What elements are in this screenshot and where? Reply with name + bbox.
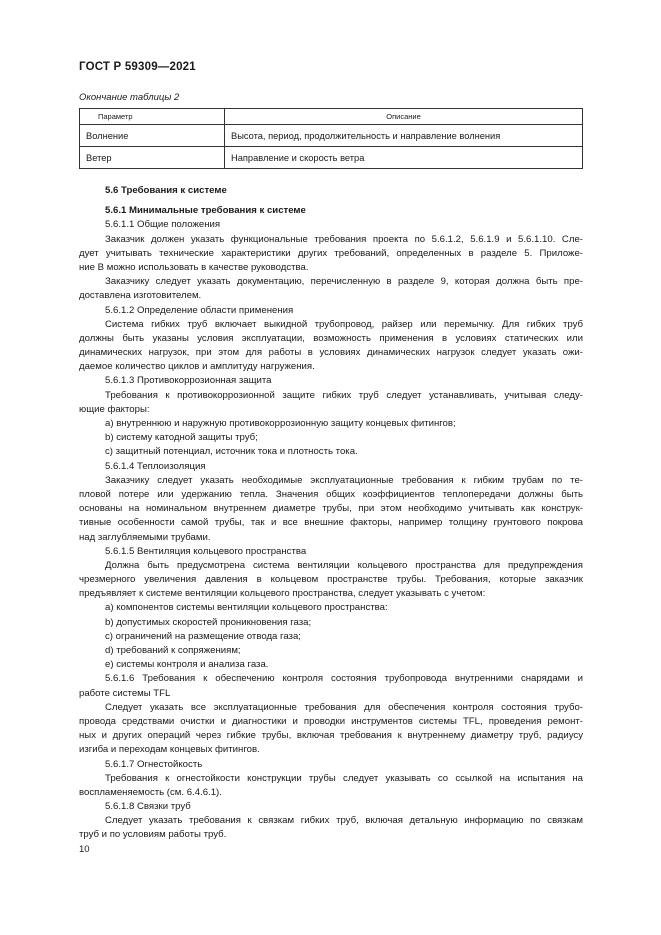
text-line: a) внутреннюю и наружную противокоррозионную защиту концевых фитингов; — [105, 418, 456, 429]
text-line: Требования к огнестойкости конструкции трубы следует указывать со ссылкой на испытания на — [105, 772, 583, 784]
text-line: Требования к противокоррозионной защите гибких труб следует устанавливать, учитывая следу- — [105, 389, 583, 401]
text-line: доставлена изготовителем. — [79, 290, 202, 302]
text-line: работе системы TFL — [79, 687, 171, 699]
text-line: a) компонентов системы вентиляции кольцевого пространства: — [105, 602, 388, 614]
text-line: ющие факторы: — [79, 403, 150, 415]
section-heading: 5.6.1 Минимальные требования к системе — [105, 205, 306, 217]
table-caption: Окончание таблицы 2 — [79, 92, 180, 103]
text-line: изгиба и переходам концевых фитингов. — [79, 744, 260, 756]
text-line: b) систему катодной защиты труб; — [105, 432, 258, 444]
column-header-description: Описание — [225, 109, 583, 125]
text-line: 5.6.1.2 Определение области применения — [105, 304, 294, 316]
table-header-row — [80, 109, 583, 125]
text-line: ние В можно использовать в качестве руководства. — [79, 261, 309, 273]
text-line: динамических нагрузок, при этом для работы в условиях динамических нагрузок следует указать ожи- — [79, 347, 583, 359]
text-line: воспламеняемость (см. 6.4.6.1). — [79, 786, 222, 798]
text-line: Заказчику следует указать документацию, перечисленную в разделе 9, которая должна быть пре- — [105, 276, 583, 288]
text-line: Следует указать все эксплуатационные требования для обеспечения контроля состояния трубо- — [105, 701, 583, 713]
text-line: c) защитный потенциал, источник тока и плотность тока. — [105, 446, 358, 458]
text-line: пловой потере или удержанию тепла. Значения общих коэффициентов теплопередачи должны быть — [79, 488, 583, 500]
text-line: чрезмерного увеличения давления в кольцевом пространстве трубы. Требования, которые заказчик — [79, 574, 583, 586]
text-line: даемое количество циклов и амплитуду нагружения. — [79, 361, 315, 373]
text-line: должны быть указаны условия эксплуатации, возможность применения в условиях статических или — [79, 332, 583, 344]
text-line: 5.6.1.6 Требования к обеспечению контроля состояния трубопровода внутренними снарядами и — [105, 673, 583, 685]
text-line: d) требований к сопряжениям; — [105, 645, 241, 656]
table-cell-description: Направление и скорость ветра — [225, 147, 583, 169]
text-line: e) системы контроля и анализа газа. — [105, 659, 269, 671]
parameters-table — [79, 108, 583, 169]
section-body — [79, 184, 583, 843]
text-line: Заказчик должен указать функциональные требования проекта по 5.6.1.2, 5.6.1.9 и 5.6.1.10. Сле- — [105, 233, 583, 245]
text-line: над заглубляемыми трубами. — [79, 531, 211, 543]
text-line: c) ограничений на размещение отвода газа; — [105, 630, 301, 642]
text-line: основаны на номинальном внутреннем диаметре трубы, при этом необходимо учитывать как конструк- — [79, 503, 583, 515]
text-line: 5.6.1.8 Связки труб — [105, 801, 191, 813]
text-line: предъявляет к системе вентиляции кольцевого пространства, следует указывать с учетом: — [79, 588, 486, 600]
document-id-header: ГОСТ Р 59309—2021 — [79, 61, 196, 73]
section-heading: 5.6 Требования к системе — [105, 185, 227, 196]
text-line: Система гибких труб включает выкидной трубопровод, райзер или перемычку. Для гибких труб — [105, 318, 583, 330]
text-line: тивные особенности самой трубы, так и все внешние факторы, например толщину грунтового покрова — [79, 517, 583, 529]
table-cell-parameter: Ветер — [80, 147, 225, 169]
text-line: Следует указать требования к связкам гибких труб, включая детальную информацию по связкам — [105, 815, 583, 827]
text-line: 5.6.1.3 Противокоррозионная защита — [105, 375, 272, 387]
text-line: труб и по условиям работы труб. — [79, 829, 227, 841]
table-cell-parameter: Волнение — [80, 125, 225, 147]
text-line: 5.6.1.4 Теплоизоляция — [105, 460, 206, 472]
text-line: дует учитывать технические характеристики других требований, определенных в разделе 5. Приложе- — [79, 247, 583, 259]
text-line: 5.6.1.7 Огнестойкость — [105, 758, 203, 770]
table-row — [80, 125, 583, 147]
text-line: ных и других операций через гибкие трубы, включая требования к внутреннему диаметру труб, радиусу — [79, 730, 583, 742]
text-line: 5.6.1.1 Общие положения — [105, 219, 221, 231]
table-cell-description: Высота, период, продолжительность и направление волнения — [225, 125, 583, 147]
table-row — [80, 147, 583, 169]
text-line: провода средствами очистки и диагностики и проводки инструментов системы TFL, проведения ремонт- — [79, 715, 583, 727]
text-line: Заказчику следует указать необходимые эксплуатационные требования к гибким трубам по те- — [105, 474, 583, 486]
text-line: Должна быть предусмотрена система вентиляции кольцевого пространства для предупреждения — [105, 559, 583, 571]
page-number: 10 — [79, 844, 90, 855]
text-line: 5.6.1.5 Вентиляция кольцевого пространства — [105, 545, 307, 557]
text-line: b) допустимых скоростей проникновения газа; — [105, 616, 312, 628]
column-header-parameter: Параметр — [80, 109, 225, 125]
